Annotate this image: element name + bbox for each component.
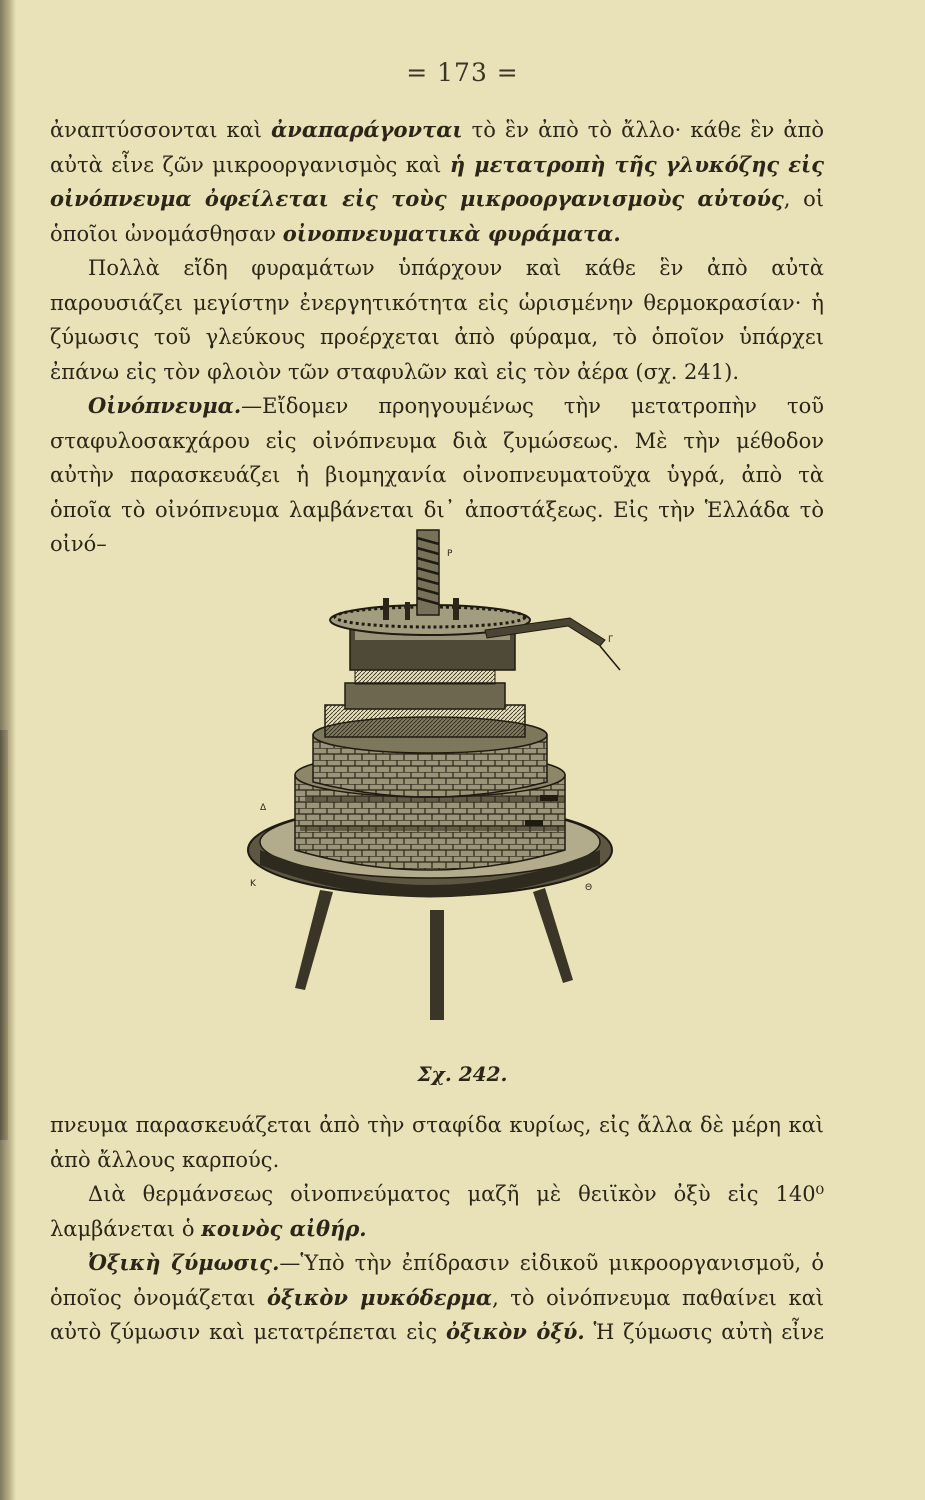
text-run: Ἡ ζύμωσις αὐτὴ εἶνε	[584, 1320, 825, 1344]
text-run: ἀναπτύσσονται καὶ	[50, 118, 272, 142]
pressing-block	[325, 705, 525, 737]
page-number: = 173 =	[406, 58, 519, 87]
text-run: , τὸ οἰνόπνευμα παθαίνει καὶ αὐτὸ ζύμωσιν καὶ μετατρέπεται εἰς	[50, 1285, 824, 1344]
emphasized-term: ἡ μετατροπὴ τῆς γλυκόζης εἰς οἰνόπνευμα ὀφείλεται εἰς τοὺς μικροοργανισμοὺς αὐτούς	[50, 151, 824, 211]
paragraph: πνευμα παρασκευάζεται ἀπὸ τὴν σταφίδα κυρίως, εἰς ἄλλα δὲ μέρη καὶ ἀπὸ ἄλλους καρπούς.	[50, 1113, 824, 1172]
spring-row	[355, 670, 495, 684]
press-leg	[295, 890, 333, 990]
text-run: Διὰ θερμάνσεως οἰνοπνεύματος μαζῆ μὲ θειϊκὸν ὀξὺ εἰς 140⁰ λαμβάνεται ὁ	[50, 1182, 824, 1241]
gear-post	[383, 598, 389, 620]
figure-label: Κ	[250, 879, 256, 889]
press-leg	[430, 910, 444, 1020]
lever-pointer	[600, 646, 620, 670]
emphasized-term: ἀναπαράγονται	[271, 117, 463, 142]
pressing-block	[345, 683, 505, 709]
section-heading: Οἰνόπνευμα.	[88, 393, 242, 418]
text-run: —Εἴδομεν προηγουμένως τὴν μετατροπὴν τοῦ σταφυλοσακχάρου εἰς οἰνόπνευμα διὰ ζυμώσεως. Μὲ τὴν μέθοδον αὐτὴν παρασκευάζει ἡ βιομηχανία οἰνοπνευματοῦχα ὑγρά, ἀπὸ τὰ ὁποῖα τὸ οἰνόπνευμα λαμβάνεται δι᾽ ἀποστάξεως. Εἰς τὴν Ἑλλάδα τὸ οἰνό–	[50, 394, 824, 556]
text-run: τὸ ἓν ἀπὸ τὸ ἄλλο· κάθε ἓν ἀπὸ αὐτὰ εἶνε ζῶν μικροοργανισμὸς καὶ	[50, 118, 824, 177]
gear-post	[453, 598, 459, 620]
cage-tap	[540, 795, 558, 801]
emphasized-term: ὀξικὸν μυκόδερμα	[267, 1284, 493, 1310]
figure-label: Γ	[608, 635, 614, 645]
figure-label: Δ	[260, 803, 267, 813]
emphasized-term: ὀξικὸν ὀξύ.	[445, 1319, 585, 1344]
emphasized-term: κοινὸς αἰθήρ.	[201, 1215, 367, 1241]
text-block-upper	[50, 113, 824, 562]
section-heading: Ὀξικὴ ζύμωσις.	[88, 1250, 280, 1275]
gear-post	[405, 602, 410, 620]
text-run: —Ὑπὸ τὴν ἐπίδρασιν εἰδικοῦ μικροοργανισμοῦ, ὁ ὁποῖος ὀνομάζεται	[50, 1251, 824, 1310]
paragraph	[50, 1246, 824, 1350]
cage-tap	[525, 820, 543, 826]
paragraph	[50, 113, 824, 251]
wine-press-illustration	[225, 520, 625, 1060]
paragraph: Πολλὰ εἴδη φυραμάτων ὑπάρχουν καὶ κάθε ἓν ἀπὸ αὐτὰ παρουσιάζει μεγίστην ἐνεργητικότητα εἰς ὡρισμένην θερμοκρασίαν· ἡ ζύμωσις τοῦ γλεύκους προέρχεται ἀπὸ φύραμα, τὸ ὁποῖον ὑπάρχει ἐπάνω εἰς τὸν φλοιὸν τῶν σταφυλῶν καὶ εἰς τὸν ἀέρα (σχ. 241).	[50, 256, 824, 384]
figure-label: P	[447, 549, 453, 559]
emphasized-term: οἰνοπνευματικὰ φυράματα.	[282, 220, 621, 246]
paragraph	[50, 1177, 824, 1246]
press-leg	[533, 888, 573, 983]
text-run: , οἱ ὁποῖοι ὠνομάσθησαν	[50, 187, 824, 246]
figure-caption: Σχ. 242.	[417, 1062, 508, 1086]
figure-label: Θ	[585, 883, 593, 893]
text-block-lower	[50, 1108, 824, 1350]
